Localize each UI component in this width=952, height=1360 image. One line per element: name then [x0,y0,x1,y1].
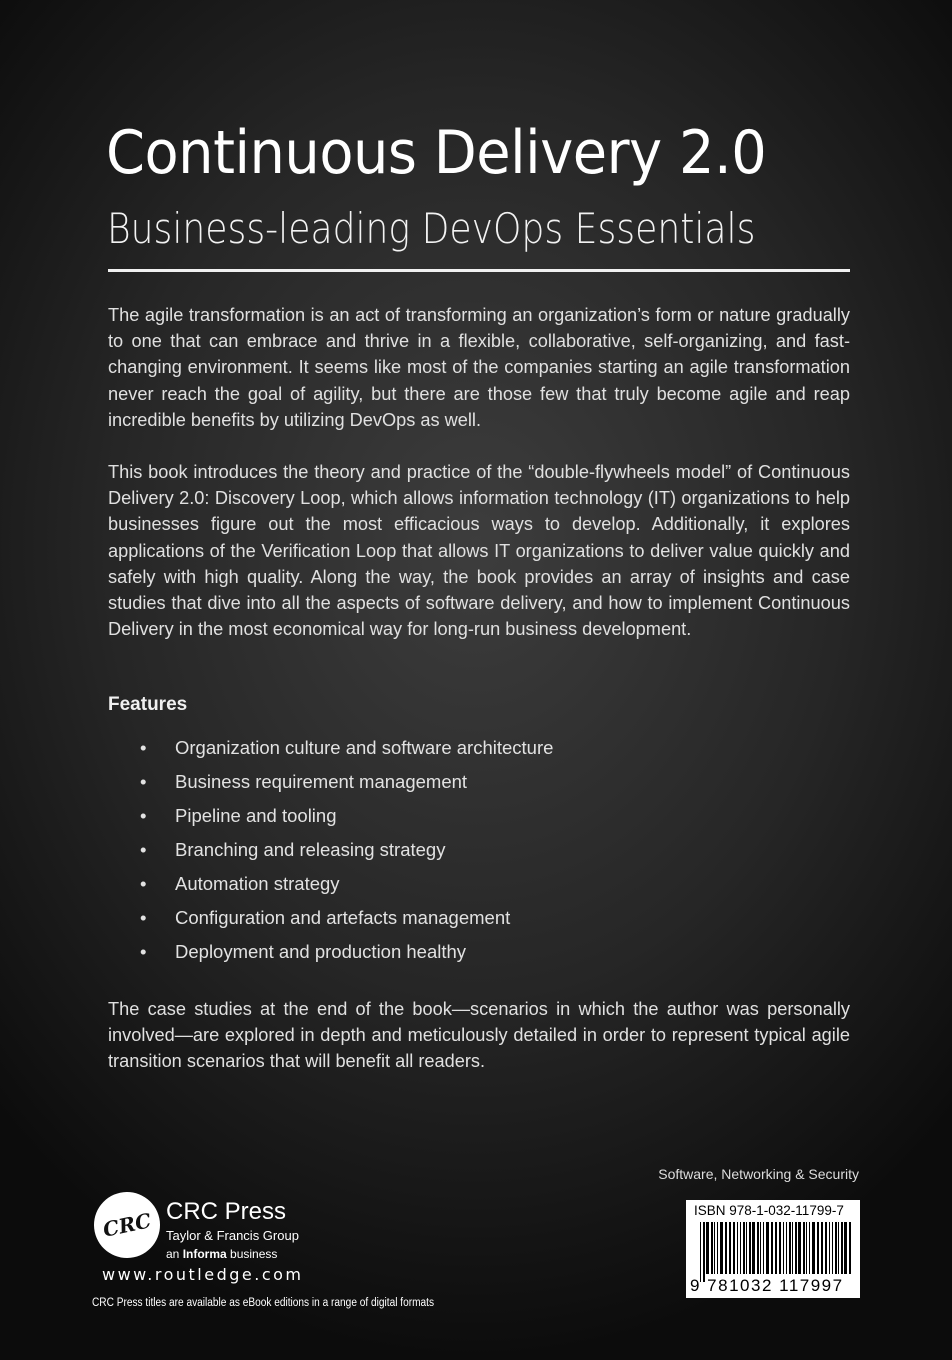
barcode-bar [743,1222,745,1274]
barcode-bar [703,1222,705,1282]
feature-item [140,839,553,873]
book-title: Continuous Delivery 2.0 [106,118,767,188]
barcode-bar [711,1222,713,1274]
barcode-bar [786,1222,787,1274]
barcode-bar [835,1222,837,1274]
informa-line [166,1247,277,1261]
bullet-icon: • [140,873,147,894]
barcode-bar [766,1222,769,1274]
feature-text: Pipeline and tooling [175,805,337,826]
barcode-bar [825,1222,827,1274]
features-heading: Features [108,694,188,715]
barcode-bar [829,1222,830,1274]
description-paragraph-3: The case studies at the end of the book—scenarios in which the author was personally involved—are explored in depth and meticulously detailed in order to represent typical agile transition scenarios that will benefit all readers. [108,999,850,1072]
feature-text: Organization culture and software architecture [175,737,554,758]
barcode-bar [789,1222,791,1274]
bullet-icon: • [140,907,147,928]
feature-text: Configuration and artefacts management [175,907,511,928]
informa-brand: Informa [182,1247,227,1261]
feature-item [140,805,553,839]
barcode-bar [792,1222,793,1274]
feature-item [140,873,553,907]
barcode-bar [740,1222,741,1274]
feature-item [140,907,553,941]
publisher-name: CRC Press [166,1198,287,1225]
barcode-bar [717,1222,718,1274]
feature-item [140,941,553,975]
feature-item [140,737,553,771]
barcode-bar [771,1222,773,1274]
crc-logo-icon: CRC [88,1186,166,1264]
description-paragraph-1: The agile transformation is an act of transforming an organization’s form or nature gradually to one that can embrace and thrive in a flexible, collaborative, self-organizing, and fast-changing environment. It seems like most of the companies starting an agile transformation never reach the goal of agility, but there are those few that truly become agile and reap incredible benefits by utilizing DevOps as well. [108,305,850,430]
barcode-bar [720,1222,723,1274]
informa-suffix: business [226,1247,278,1261]
title-divider [108,269,850,272]
feature-text: Automation strategy [175,873,340,894]
bullet-icon: • [140,805,147,826]
book-subtitle: Business-leading DevOps Essentials [107,204,756,253]
isbn-barcode [686,1200,860,1298]
barcode-bar [795,1222,797,1274]
barcode-bar [757,1222,759,1274]
barcode-bar [779,1222,781,1274]
barcode-bar [752,1222,755,1274]
feature-text: Business requirement management [175,771,468,792]
barcode-bar [849,1222,851,1274]
isbn-label: ISBN 978-1-032-11799-7 [694,1203,844,1218]
barcode-bar [749,1222,751,1274]
description-paragraph-2: This book introduces the theory and practice of the “double-flywheels model” of Continuous Delivery 2.0: Discovery Loop, which allows information technology (IT) organizations to help businesses figure out the most efficacious ways to develop. Additionally, it explores applications of the Verification Loop that allows IT organizations to deliver value quickly and safely with high quality. Along the way, the book provides an array of insights and case studies that dive into all the aspects of software delivery, and how to implement Continuous Delivery in the most economical way for long-run business development. [108,462,850,640]
barcode-bar [821,1222,823,1274]
barcode-bar [809,1222,810,1274]
barcode-bar [763,1222,764,1274]
barcode-bar [798,1222,801,1274]
subject-category: Software, Networking & Security [658,1166,859,1182]
barcode-bar [714,1222,715,1274]
bullet-icon: • [140,839,147,860]
barcode-bar [841,1222,843,1274]
barcode-bar [706,1222,709,1274]
barcode-bar [733,1222,735,1274]
barcode-bar [832,1222,833,1274]
barcode-bar [783,1222,784,1274]
barcode-bar [817,1222,819,1274]
barcode-bar [725,1222,727,1274]
feature-text: Deployment and production healthy [175,941,467,962]
bullet-icon: • [140,771,147,792]
barcode-bar [803,1222,805,1274]
feature-item [140,771,553,805]
barcode-bar [700,1222,701,1282]
barcode-bar [729,1222,731,1274]
barcode-bar [838,1222,839,1274]
barcode-bars [700,1222,854,1282]
bullet-icon: • [140,941,147,962]
barcode-bar [737,1222,738,1274]
barcode-bar [760,1222,761,1274]
barcode-bar [746,1222,747,1274]
features-list [140,737,553,975]
ebook-note: CRC Press titles are available as eBook editions in a range of digital formats [92,1297,435,1309]
barcode-bar [812,1222,815,1274]
barcode-bar [844,1222,847,1274]
bullet-icon: • [140,737,147,758]
informa-prefix: an [166,1247,183,1261]
barcode-bar [806,1222,807,1274]
publisher-group: Taylor & Francis Group [166,1228,299,1243]
barcode-digits: 9 781032 117997 [690,1276,844,1295]
feature-text: Branching and releasing strategy [175,839,446,860]
publisher-url[interactable]: www.routledge.com [102,1265,304,1284]
barcode-bar [775,1222,777,1274]
